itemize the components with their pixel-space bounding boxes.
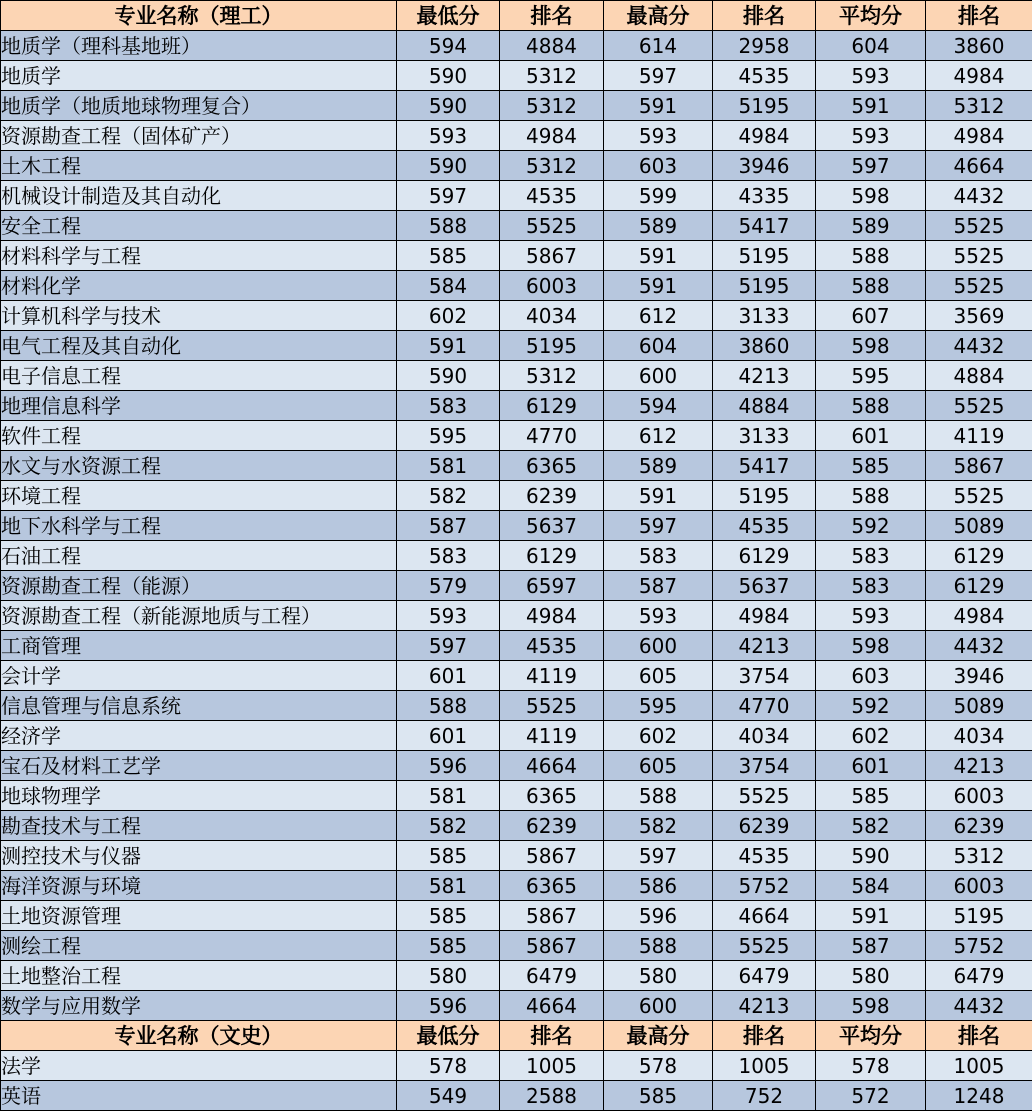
major-name-cell: 计算机科学与技术 [1, 301, 397, 331]
table-row [1, 991, 1032, 1021]
major-name-cell: 软件工程 [1, 421, 397, 451]
score-cell: 582 [397, 811, 500, 841]
score-cell: 600 [604, 991, 713, 1021]
score-cell: 5867 [500, 841, 604, 871]
score-cell: 593 [397, 121, 500, 151]
score-cell: 6129 [926, 571, 1032, 601]
score-cell: 5525 [713, 781, 816, 811]
major-name-cell: 测绘工程 [1, 931, 397, 961]
score-cell: 5312 [500, 91, 604, 121]
score-cell: 3133 [713, 421, 816, 451]
major-name-cell: 地下水科学与工程 [1, 511, 397, 541]
table-row [1, 721, 1032, 751]
table-row [1, 211, 1032, 241]
score-cell: 4535 [713, 61, 816, 91]
score-cell: 5312 [926, 91, 1032, 121]
major-name-cell: 电气工程及其自动化 [1, 331, 397, 361]
score-cell: 4119 [500, 661, 604, 691]
score-cell: 593 [604, 121, 713, 151]
score-cell: 591 [816, 91, 926, 121]
score-cell: 583 [397, 391, 500, 421]
score-cell: 607 [816, 301, 926, 331]
column-header-major: 专业名称（文史） [1, 1021, 397, 1051]
score-cell: 2958 [713, 31, 816, 61]
score-cell: 601 [397, 661, 500, 691]
score-cell: 580 [816, 961, 926, 991]
score-cell: 4432 [926, 631, 1032, 661]
table-row [1, 91, 1032, 121]
score-cell: 6239 [926, 811, 1032, 841]
column-header: 最高分 [604, 1021, 713, 1051]
score-cell: 585 [397, 931, 500, 961]
score-cell: 4119 [926, 421, 1032, 451]
score-cell: 5417 [713, 451, 816, 481]
score-cell: 588 [816, 271, 926, 301]
score-cell: 585 [816, 781, 926, 811]
table-row [1, 31, 1032, 61]
major-name-cell: 资源勘查工程（新能源地质与工程） [1, 601, 397, 631]
score-cell: 598 [816, 331, 926, 361]
score-cell: 585 [397, 841, 500, 871]
score-cell: 5195 [713, 91, 816, 121]
arts-header-row [1, 1021, 1032, 1051]
major-name-cell: 土木工程 [1, 151, 397, 181]
score-cell: 579 [397, 571, 500, 601]
score-cell: 589 [604, 451, 713, 481]
score-cell: 603 [816, 661, 926, 691]
table-row [1, 451, 1032, 481]
score-cell: 1005 [500, 1051, 604, 1081]
score-cell: 3133 [713, 301, 816, 331]
score-cell: 6003 [500, 271, 604, 301]
score-cell: 597 [604, 61, 713, 91]
table-row [1, 931, 1032, 961]
major-name-cell: 石油工程 [1, 541, 397, 571]
score-cell: 4884 [926, 361, 1032, 391]
score-cell: 588 [816, 241, 926, 271]
score-cell: 593 [816, 121, 926, 151]
score-cell: 580 [397, 961, 500, 991]
score-cell: 601 [397, 721, 500, 751]
score-cell: 6479 [713, 961, 816, 991]
score-cell: 587 [604, 571, 713, 601]
score-cell: 591 [816, 901, 926, 931]
major-name-cell: 土地资源管理 [1, 901, 397, 931]
score-cell: 605 [604, 751, 713, 781]
table-row [1, 901, 1032, 931]
major-name-cell: 地理信息科学 [1, 391, 397, 421]
score-cell: 590 [397, 61, 500, 91]
score-cell: 594 [397, 31, 500, 61]
table-row [1, 181, 1032, 211]
column-header: 最低分 [397, 1, 500, 31]
major-name-cell: 地质学 [1, 61, 397, 91]
score-cell: 588 [816, 391, 926, 421]
score-cell: 590 [397, 361, 500, 391]
score-cell: 6129 [500, 541, 604, 571]
score-cell: 6129 [926, 541, 1032, 571]
major-name-cell: 工商管理 [1, 631, 397, 661]
table-row [1, 631, 1032, 661]
score-cell: 588 [397, 211, 500, 241]
score-cell: 591 [604, 241, 713, 271]
score-cell: 602 [397, 301, 500, 331]
score-cell: 4984 [926, 121, 1032, 151]
score-cell: 585 [397, 241, 500, 271]
major-name-cell: 环境工程 [1, 481, 397, 511]
score-cell: 5525 [926, 271, 1032, 301]
column-header: 最低分 [397, 1021, 500, 1051]
table-row [1, 961, 1032, 991]
score-cell: 595 [816, 361, 926, 391]
table-row [1, 811, 1032, 841]
score-cell: 5312 [926, 841, 1032, 871]
score-cell: 583 [397, 541, 500, 571]
score-cell: 591 [397, 331, 500, 361]
score-cell: 578 [604, 1051, 713, 1081]
score-cell: 592 [816, 691, 926, 721]
major-name-cell: 地质学（地质地球物理复合） [1, 91, 397, 121]
score-cell: 1005 [926, 1051, 1032, 1081]
table-row [1, 751, 1032, 781]
score-cell: 578 [816, 1051, 926, 1081]
score-cell: 598 [816, 181, 926, 211]
score-cell: 5752 [713, 871, 816, 901]
score-cell: 6129 [713, 541, 816, 571]
score-cell: 603 [604, 151, 713, 181]
score-cell: 4034 [713, 721, 816, 751]
table-row [1, 391, 1032, 421]
table-row [1, 571, 1032, 601]
score-cell: 6479 [926, 961, 1032, 991]
score-cell: 4034 [926, 721, 1032, 751]
score-cell: 597 [604, 841, 713, 871]
score-cell: 588 [604, 781, 713, 811]
score-cell: 1248 [926, 1081, 1032, 1111]
score-cell: 601 [816, 421, 926, 451]
score-cell: 4984 [500, 601, 604, 631]
score-cell: 5867 [500, 931, 604, 961]
major-name-cell: 勘查技术与工程 [1, 811, 397, 841]
score-cell: 593 [397, 601, 500, 631]
major-name-cell: 海洋资源与环境 [1, 871, 397, 901]
score-cell: 5525 [500, 691, 604, 721]
score-cell: 3946 [926, 661, 1032, 691]
score-cell: 585 [397, 901, 500, 931]
score-cell: 590 [397, 151, 500, 181]
score-cell: 585 [816, 451, 926, 481]
score-cell: 587 [816, 931, 926, 961]
column-header: 平均分 [816, 1021, 926, 1051]
score-cell: 4535 [500, 631, 604, 661]
major-name-cell: 宝石及材料工艺学 [1, 751, 397, 781]
score-cell: 6597 [500, 571, 604, 601]
table-row [1, 1081, 1032, 1111]
score-cell: 593 [816, 61, 926, 91]
score-cell: 2588 [500, 1081, 604, 1111]
score-cell: 6239 [713, 811, 816, 841]
score-cell: 601 [816, 751, 926, 781]
score-cell: 581 [397, 451, 500, 481]
score-cell: 6239 [500, 811, 604, 841]
column-header: 排名 [713, 1021, 816, 1051]
column-header: 最高分 [604, 1, 713, 31]
table-row [1, 511, 1032, 541]
score-cell: 5525 [500, 211, 604, 241]
score-cell: 583 [604, 541, 713, 571]
score-cell: 5195 [926, 901, 1032, 931]
table-row [1, 331, 1032, 361]
major-name-cell: 电子信息工程 [1, 361, 397, 391]
score-cell: 4335 [713, 181, 816, 211]
score-cell: 3754 [713, 751, 816, 781]
score-cell: 594 [604, 391, 713, 421]
score-cell: 596 [604, 901, 713, 931]
score-cell: 595 [397, 421, 500, 451]
score-cell: 593 [604, 601, 713, 631]
score-cell: 5312 [500, 151, 604, 181]
score-cell: 602 [816, 721, 926, 751]
column-header: 排名 [926, 1021, 1032, 1051]
major-name-cell: 安全工程 [1, 211, 397, 241]
score-cell: 593 [816, 601, 926, 631]
score-cell: 586 [604, 871, 713, 901]
score-cell: 583 [816, 571, 926, 601]
major-name-cell: 土地整治工程 [1, 961, 397, 991]
score-cell: 597 [816, 151, 926, 181]
score-cell: 5312 [500, 361, 604, 391]
score-cell: 5525 [926, 211, 1032, 241]
score-cell: 4884 [713, 391, 816, 421]
score-cell: 578 [397, 1051, 500, 1081]
major-name-cell: 英语 [1, 1081, 397, 1111]
score-cell: 5312 [500, 61, 604, 91]
score-cell: 5417 [713, 211, 816, 241]
score-cell: 588 [604, 931, 713, 961]
score-cell: 591 [604, 91, 713, 121]
score-cell: 591 [604, 271, 713, 301]
score-cell: 597 [397, 631, 500, 661]
score-cell: 5089 [926, 511, 1032, 541]
score-cell: 592 [816, 511, 926, 541]
major-name-cell: 测控技术与仪器 [1, 841, 397, 871]
score-cell: 4432 [926, 181, 1032, 211]
score-cell: 1005 [713, 1051, 816, 1081]
score-cell: 602 [604, 721, 713, 751]
table-row [1, 61, 1032, 91]
major-name-cell: 材料化学 [1, 271, 397, 301]
score-cell: 605 [604, 661, 713, 691]
score-cell: 589 [816, 211, 926, 241]
score-cell: 6003 [926, 871, 1032, 901]
score-cell: 5525 [926, 391, 1032, 421]
score-cell: 4213 [713, 631, 816, 661]
table-row [1, 541, 1032, 571]
column-header: 排名 [926, 1, 1032, 31]
score-cell: 6003 [926, 781, 1032, 811]
score-cell: 6479 [500, 961, 604, 991]
score-cell: 5525 [713, 931, 816, 961]
score-cell: 752 [713, 1081, 816, 1111]
major-name-cell: 地球物理学 [1, 781, 397, 811]
table-row [1, 661, 1032, 691]
score-cell: 598 [816, 991, 926, 1021]
score-cell: 4535 [713, 841, 816, 871]
score-cell: 584 [816, 871, 926, 901]
score-cell: 6129 [500, 391, 604, 421]
table-row [1, 241, 1032, 271]
score-cell: 581 [397, 871, 500, 901]
table-row [1, 871, 1032, 901]
score-cell: 6365 [500, 781, 604, 811]
score-cell: 4984 [926, 601, 1032, 631]
score-cell: 5637 [713, 571, 816, 601]
major-name-cell: 资源勘查工程（能源） [1, 571, 397, 601]
score-cell: 6239 [500, 481, 604, 511]
major-name-cell: 地质学（理科基地班） [1, 31, 397, 61]
score-cell: 595 [604, 691, 713, 721]
score-cell: 590 [397, 91, 500, 121]
score-cell: 591 [604, 481, 713, 511]
score-cell: 5089 [926, 691, 1032, 721]
major-name-cell: 经济学 [1, 721, 397, 751]
major-name-cell: 机械设计制造及其自动化 [1, 181, 397, 211]
score-cell: 600 [604, 361, 713, 391]
major-name-cell: 数学与应用数学 [1, 991, 397, 1021]
column-header: 平均分 [816, 1, 926, 31]
score-cell: 3860 [713, 331, 816, 361]
score-cell: 588 [397, 691, 500, 721]
score-cell: 600 [604, 631, 713, 661]
score-cell: 583 [816, 541, 926, 571]
score-cell: 5195 [713, 481, 816, 511]
score-cell: 614 [604, 31, 713, 61]
table-row [1, 481, 1032, 511]
score-cell: 584 [397, 271, 500, 301]
score-cell: 3860 [926, 31, 1032, 61]
column-header: 排名 [500, 1021, 604, 1051]
table-row [1, 691, 1032, 721]
score-cell: 4664 [500, 991, 604, 1021]
column-header-major: 专业名称（理工） [1, 1, 397, 31]
score-cell: 4770 [500, 421, 604, 451]
table-row [1, 121, 1032, 151]
score-cell: 590 [816, 841, 926, 871]
score-cell: 598 [816, 631, 926, 661]
score-cell: 4984 [713, 601, 816, 631]
score-cell: 5867 [500, 901, 604, 931]
score-cell: 4535 [500, 181, 604, 211]
score-cell: 5525 [926, 481, 1032, 511]
score-cell: 588 [816, 481, 926, 511]
table-row [1, 601, 1032, 631]
score-cell: 597 [604, 511, 713, 541]
score-cell: 5867 [500, 241, 604, 271]
score-cell: 549 [397, 1081, 500, 1111]
column-header: 排名 [500, 1, 604, 31]
score-cell: 587 [397, 511, 500, 541]
score-cell: 582 [397, 481, 500, 511]
score-cell: 4432 [926, 991, 1032, 1021]
table-row [1, 421, 1032, 451]
score-cell: 4984 [926, 61, 1032, 91]
score-cell: 5867 [926, 451, 1032, 481]
score-cell: 4664 [713, 901, 816, 931]
score-cell: 585 [604, 1081, 713, 1111]
table-row [1, 271, 1032, 301]
score-cell: 5637 [500, 511, 604, 541]
score-cell: 612 [604, 421, 713, 451]
score-cell: 604 [816, 31, 926, 61]
major-name-cell: 会计学 [1, 661, 397, 691]
score-cell: 3569 [926, 301, 1032, 331]
science-header-row [1, 1, 1032, 31]
score-cell: 5752 [926, 931, 1032, 961]
major-name-cell: 水文与水资源工程 [1, 451, 397, 481]
major-name-cell: 法学 [1, 1051, 397, 1081]
score-cell: 596 [397, 751, 500, 781]
table-row [1, 781, 1032, 811]
score-cell: 5195 [713, 241, 816, 271]
score-cell: 5195 [500, 331, 604, 361]
score-cell: 5195 [713, 271, 816, 301]
table-row [1, 841, 1032, 871]
score-cell: 572 [816, 1081, 926, 1111]
score-cell: 4984 [713, 121, 816, 151]
column-header: 排名 [713, 1, 816, 31]
score-cell: 581 [397, 781, 500, 811]
score-cell: 6365 [500, 871, 604, 901]
score-cell: 3754 [713, 661, 816, 691]
score-cell: 4770 [713, 691, 816, 721]
score-cell: 4432 [926, 331, 1032, 361]
score-cell: 5525 [926, 241, 1032, 271]
major-name-cell: 资源勘查工程（固体矿产） [1, 121, 397, 151]
table-row [1, 361, 1032, 391]
score-cell: 4034 [500, 301, 604, 331]
score-cell: 6365 [500, 451, 604, 481]
score-cell: 612 [604, 301, 713, 331]
score-cell: 4664 [500, 751, 604, 781]
score-cell: 582 [604, 811, 713, 841]
score-cell: 589 [604, 211, 713, 241]
score-cell: 4213 [713, 361, 816, 391]
table-row [1, 151, 1032, 181]
score-cell: 597 [397, 181, 500, 211]
score-cell: 582 [816, 811, 926, 841]
score-cell: 599 [604, 181, 713, 211]
score-cell: 4213 [713, 991, 816, 1021]
score-cell: 4664 [926, 151, 1032, 181]
score-cell: 4884 [500, 31, 604, 61]
score-cell: 604 [604, 331, 713, 361]
score-cell: 4119 [500, 721, 604, 751]
score-cell: 4535 [713, 511, 816, 541]
table-row [1, 301, 1032, 331]
score-cell: 580 [604, 961, 713, 991]
score-cell: 4213 [926, 751, 1032, 781]
score-cell: 4984 [500, 121, 604, 151]
major-name-cell: 信息管理与信息系统 [1, 691, 397, 721]
score-cell: 596 [397, 991, 500, 1021]
score-cell: 3946 [713, 151, 816, 181]
table-row [1, 1051, 1032, 1081]
major-name-cell: 材料科学与工程 [1, 241, 397, 271]
